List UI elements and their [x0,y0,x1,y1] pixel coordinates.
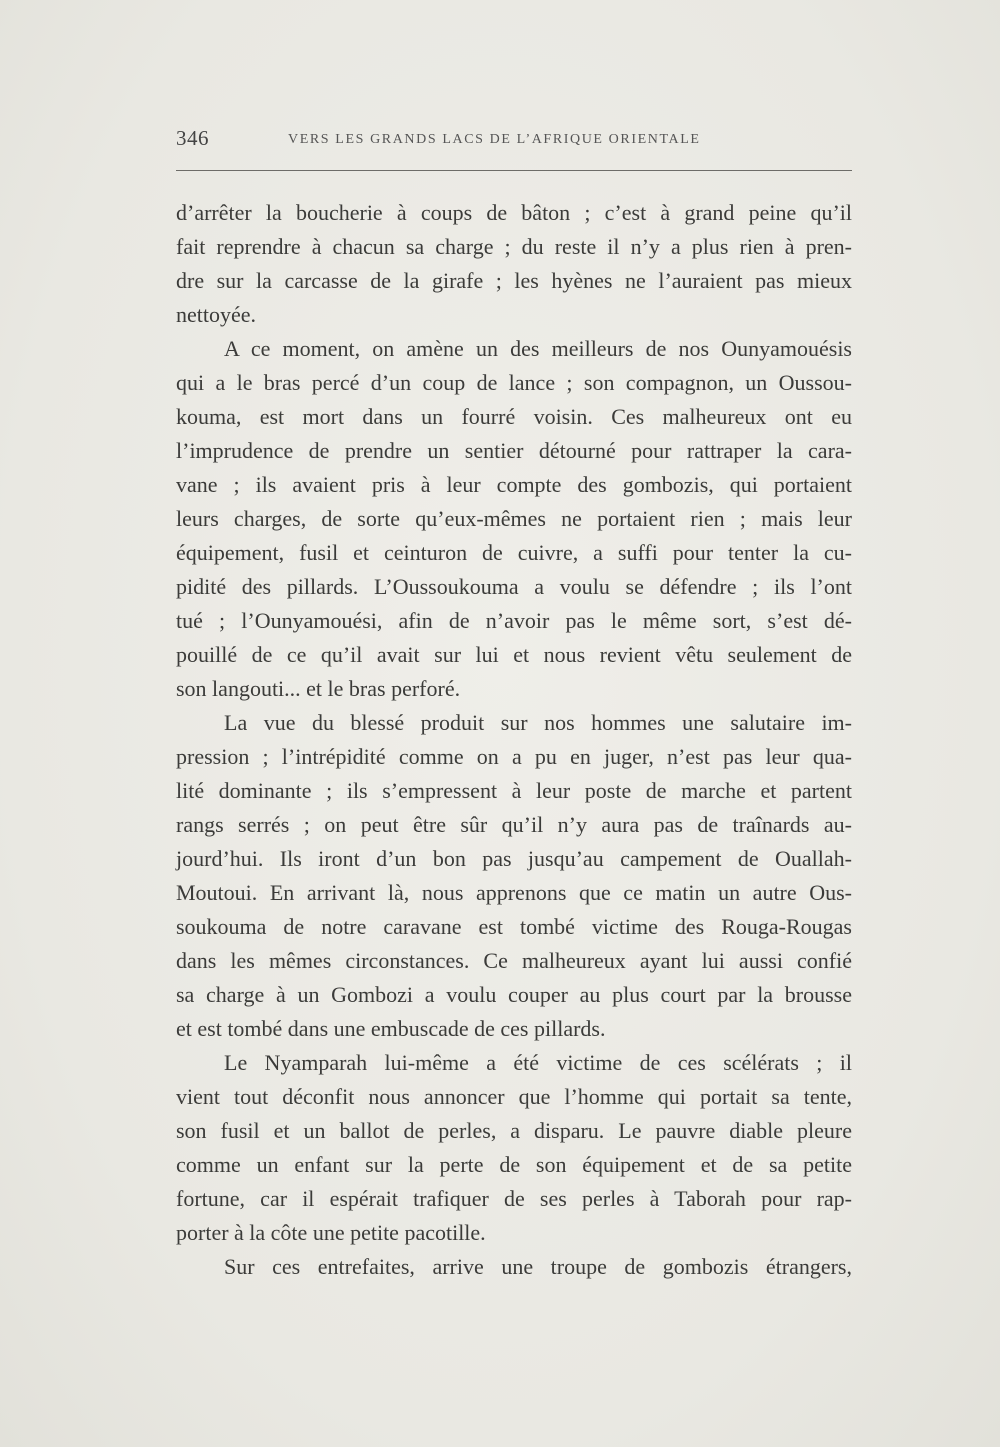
text-line: La vue du blessé produit sur nos hommes une salutaire im- [224,710,852,735]
text-line: son fusil et un ballot de perles, a disparu. Le pauvre diable pleure [176,1118,852,1143]
text-line: dans les mêmes circonstances. Ce malheureux ayant lui aussi confié [176,948,852,973]
text-line: fait reprendre à chacun sa charge ; du reste il n’y a plus rien à pren- [176,234,852,259]
text-line: sa charge à un Gombozi a voulu couper au plus court par la brousse [176,982,852,1007]
text-line: Moutoui. En arrivant là, nous apprenons que ce matin un autre Ous- [176,880,852,905]
text-line: leurs charges, de sorte qu’eux-mêmes ne portaient rien ; mais leur [176,506,852,531]
text-line: pouillé de ce qu’il avait sur lui et nous revient vêtu seulement de [176,642,852,667]
text-line: pression ; l’intrépidité comme on a pu en juger, n’est pas leur qua- [176,744,852,769]
text-line: pidité des pillards. L’Oussoukouma a voulu se défendre ; ils l’ont [176,574,852,599]
text-line: tué ; l’Ounyamouési, afin de n’avoir pas le même sort, s’est dé- [176,608,852,633]
text-line: son langouti... et le bras perforé. [176,676,461,701]
text-line: rangs serrés ; on peut être sûr qu’il n’y aura pas de traînards au- [176,812,852,837]
text-line: dre sur la carcasse de la girafe ; les hyènes ne l’auraient pas mieux [176,268,852,293]
page-number: 346 [176,126,209,150]
text-line: et est tombé dans une embuscade de ces pillards. [176,1016,606,1041]
running-head: VERS LES GRANDS LACS DE L’AFRIQUE ORIENTALE [288,132,701,147]
text-line: kouma, est mort dans un fourré voisin. Ces malheureux ont eu [176,404,852,429]
text-line: Le Nyamparah lui-même a été victime de ces scélérats ; il [224,1050,852,1075]
text-line: A ce moment, on amène un des meilleurs de nos Ounyamouésis [224,336,852,361]
text-line: fortune, car il espérait trafiquer de ses perles à Taborah pour rap- [176,1186,852,1211]
text-line: jourd’hui. Ils iront d’un bon pas jusqu’au campement de Ouallah- [176,846,852,871]
text-line: vane ; ils avaient pris à leur compte des gombozis, qui portaient [176,472,852,497]
text-line: soukouma de notre caravane est tombé victime des Rouga-Rougas [176,914,852,939]
text-line: l’imprudence de prendre un sentier détourné pour rattraper la cara- [176,438,852,463]
text-line: porter à la côte une petite pacotille. [176,1220,486,1245]
text-line: nettoyée. [176,302,257,327]
text-line: vient tout déconfit nous annoncer que l’homme qui portait sa tente, [176,1084,852,1109]
page-header [176,126,852,154]
text-line: Sur ces entrefaites, arrive une troupe de gombozis étrangers, [224,1254,852,1279]
text-line: équipement, fusil et ceinturon de cuivre, a suffi pour tenter la cu- [176,540,852,565]
text-line: qui a le bras percé d’un coup de lance ; son compagnon, un Oussou- [176,370,852,395]
header-rule [176,170,852,171]
text-line: d’arrêter la boucherie à coups de bâton ; c’est à grand peine qu’il [176,200,852,225]
text-line: comme un enfant sur la perte de son équipement et de sa petite [176,1152,852,1177]
text-line: lité dominante ; ils s’empressent à leur poste de marche et partent [176,778,852,803]
